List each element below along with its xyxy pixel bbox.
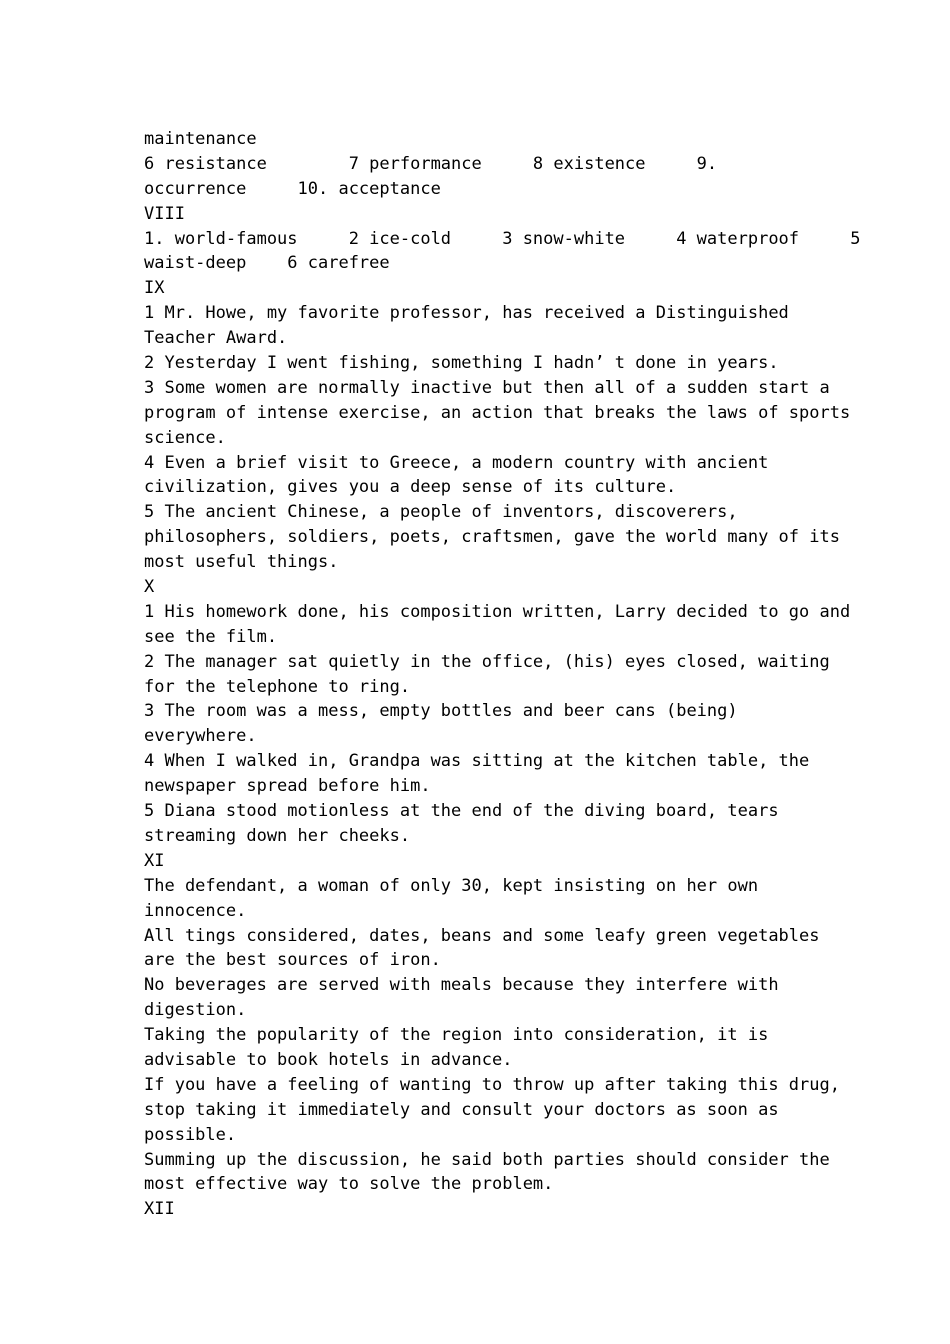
text-line: advisable to book hotels in advance. bbox=[144, 1049, 513, 1070]
text-line: stop taking it immediately and consult your doctors as soon as bbox=[144, 1099, 779, 1120]
text-line: possible. bbox=[144, 1124, 237, 1145]
text-line: everywhere. bbox=[144, 726, 257, 747]
text-line: All tings considered, dates, beans and some leafy green vegetables bbox=[144, 925, 820, 946]
text-line: 4 When I walked in, Grandpa was sitting at the kitchen table, the bbox=[144, 751, 810, 772]
text-line: program of intense exercise, an action that breaks the laws of sports bbox=[144, 402, 851, 423]
section-heading: XII bbox=[144, 1199, 175, 1220]
document-page bbox=[144, 127, 861, 1222]
text-line: 1. world-famous 2 ice-cold 3 snow-white 4 waterproof 5 bbox=[144, 228, 861, 249]
text-line: 2 Yesterday I went fishing, something I hadn’ t done in years. bbox=[144, 353, 779, 374]
text-line: 3 The room was a mess, empty bottles and beer cans (being) bbox=[144, 701, 738, 722]
text-line: occurrence 10. acceptance bbox=[144, 178, 441, 199]
text-line: innocence. bbox=[144, 900, 247, 921]
text-line: are the best sources of iron. bbox=[144, 950, 441, 971]
text-line: newspaper spread before him. bbox=[144, 776, 431, 797]
text-line: 1 His homework done, his composition written, Larry decided to go and bbox=[144, 601, 851, 622]
text-line: 5 Diana stood motionless at the end of the diving board, tears bbox=[144, 801, 779, 822]
text-line: 6 resistance 7 performance 8 existence 9. bbox=[144, 153, 718, 174]
section-heading: VIII bbox=[144, 203, 185, 224]
text-line: 4 Even a brief visit to Greece, a modern country with ancient bbox=[144, 452, 769, 473]
text-line: 1 Mr. Howe, my favorite professor, has received a Distinguished bbox=[144, 303, 789, 324]
text-line: most useful things. bbox=[144, 552, 339, 573]
text-line: for the telephone to ring. bbox=[144, 676, 411, 697]
text-line: science. bbox=[144, 427, 226, 448]
text-line: most effective way to solve the problem. bbox=[144, 1174, 554, 1195]
text-line: 3 Some women are normally inactive but then all of a sudden start a bbox=[144, 377, 830, 398]
text-line: digestion. bbox=[144, 1000, 247, 1021]
text-line: Summing up the discussion, he said both parties should consider the bbox=[144, 1149, 830, 1170]
text-line: Taking the popularity of the region into consideration, it is bbox=[144, 1025, 769, 1046]
text-line: philosophers, soldiers, poets, craftsmen, gave the world many of its bbox=[144, 527, 840, 548]
text-line: waist-deep 6 carefree bbox=[144, 253, 390, 274]
text-line: 5 The ancient Chinese, a people of inventors, discoverers, bbox=[144, 502, 738, 523]
section-heading: XI bbox=[144, 850, 165, 871]
text-line: see the film. bbox=[144, 626, 278, 647]
text-line: streaming down her cheeks. bbox=[144, 825, 411, 846]
text-line: If you have a feeling of wanting to throw up after taking this drug, bbox=[144, 1074, 840, 1095]
text-line: The defendant, a woman of only 30, kept insisting on her own bbox=[144, 875, 759, 896]
text-line: No beverages are served with meals because they interfere with bbox=[144, 975, 779, 996]
text-line: civilization, gives you a deep sense of its culture. bbox=[144, 477, 677, 498]
section-heading: X bbox=[144, 577, 155, 598]
text-line: 2 The manager sat quietly in the office, (his) eyes closed, waiting bbox=[144, 651, 830, 672]
section-heading: IX bbox=[144, 278, 165, 299]
text-line: Teacher Award. bbox=[144, 328, 288, 349]
text-line: maintenance bbox=[144, 129, 257, 149]
